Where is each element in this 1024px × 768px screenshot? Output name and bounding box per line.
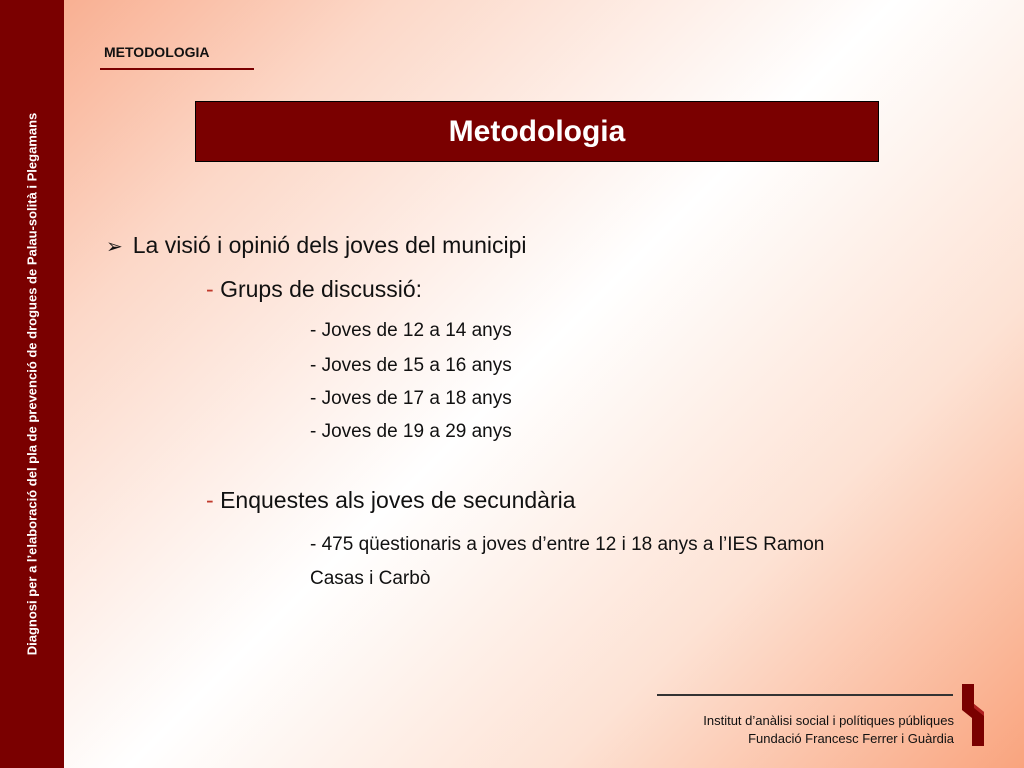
survey-detail-line2: Casas i Carbò [310, 568, 431, 589]
dash-marker: - [206, 276, 214, 302]
survey-heading [206, 487, 576, 514]
groups-heading-text: Grups de discussió: [220, 276, 423, 302]
survey-heading-text: Enquestes als joves de secundària [220, 487, 576, 513]
group-item: - Joves de 12 a 14 anys [310, 320, 512, 341]
footer-institute: Institut d’anàlisi social i polítiques públiques [703, 713, 954, 728]
footer-rule [657, 694, 953, 696]
side-band [0, 0, 64, 768]
title-banner [195, 101, 879, 162]
sidebar-vertical-title: Diagnosi per a l’elaboració del pla de prevenció de drogues de Palau-solità i Plegamans [24, 112, 40, 656]
section-underline [100, 68, 254, 70]
dash-marker: - [206, 487, 214, 513]
section-label: METODOLOGIA [104, 44, 210, 60]
groups-heading [206, 276, 422, 303]
group-item: - Joves de 17 a 18 anys [310, 388, 512, 409]
arrow-bullet-icon: ➢ [106, 236, 123, 258]
bullet-item [106, 232, 527, 259]
group-item: - Joves de 15 a 16 anys [310, 355, 512, 376]
group-item: - Joves de 19 a 29 anys [310, 421, 512, 442]
bullet-text: La visió i opinió dels joves del municipi [132, 232, 527, 258]
survey-detail-line1: - 475 qüestionaris a joves d’entre 12 i 18 anys a l’IES Ramon [310, 534, 825, 555]
page-title: Metodologia [448, 114, 626, 148]
footer-foundation: Fundació Francesc Ferrer i Guàrdia [748, 731, 954, 746]
logo-icon [960, 684, 990, 746]
